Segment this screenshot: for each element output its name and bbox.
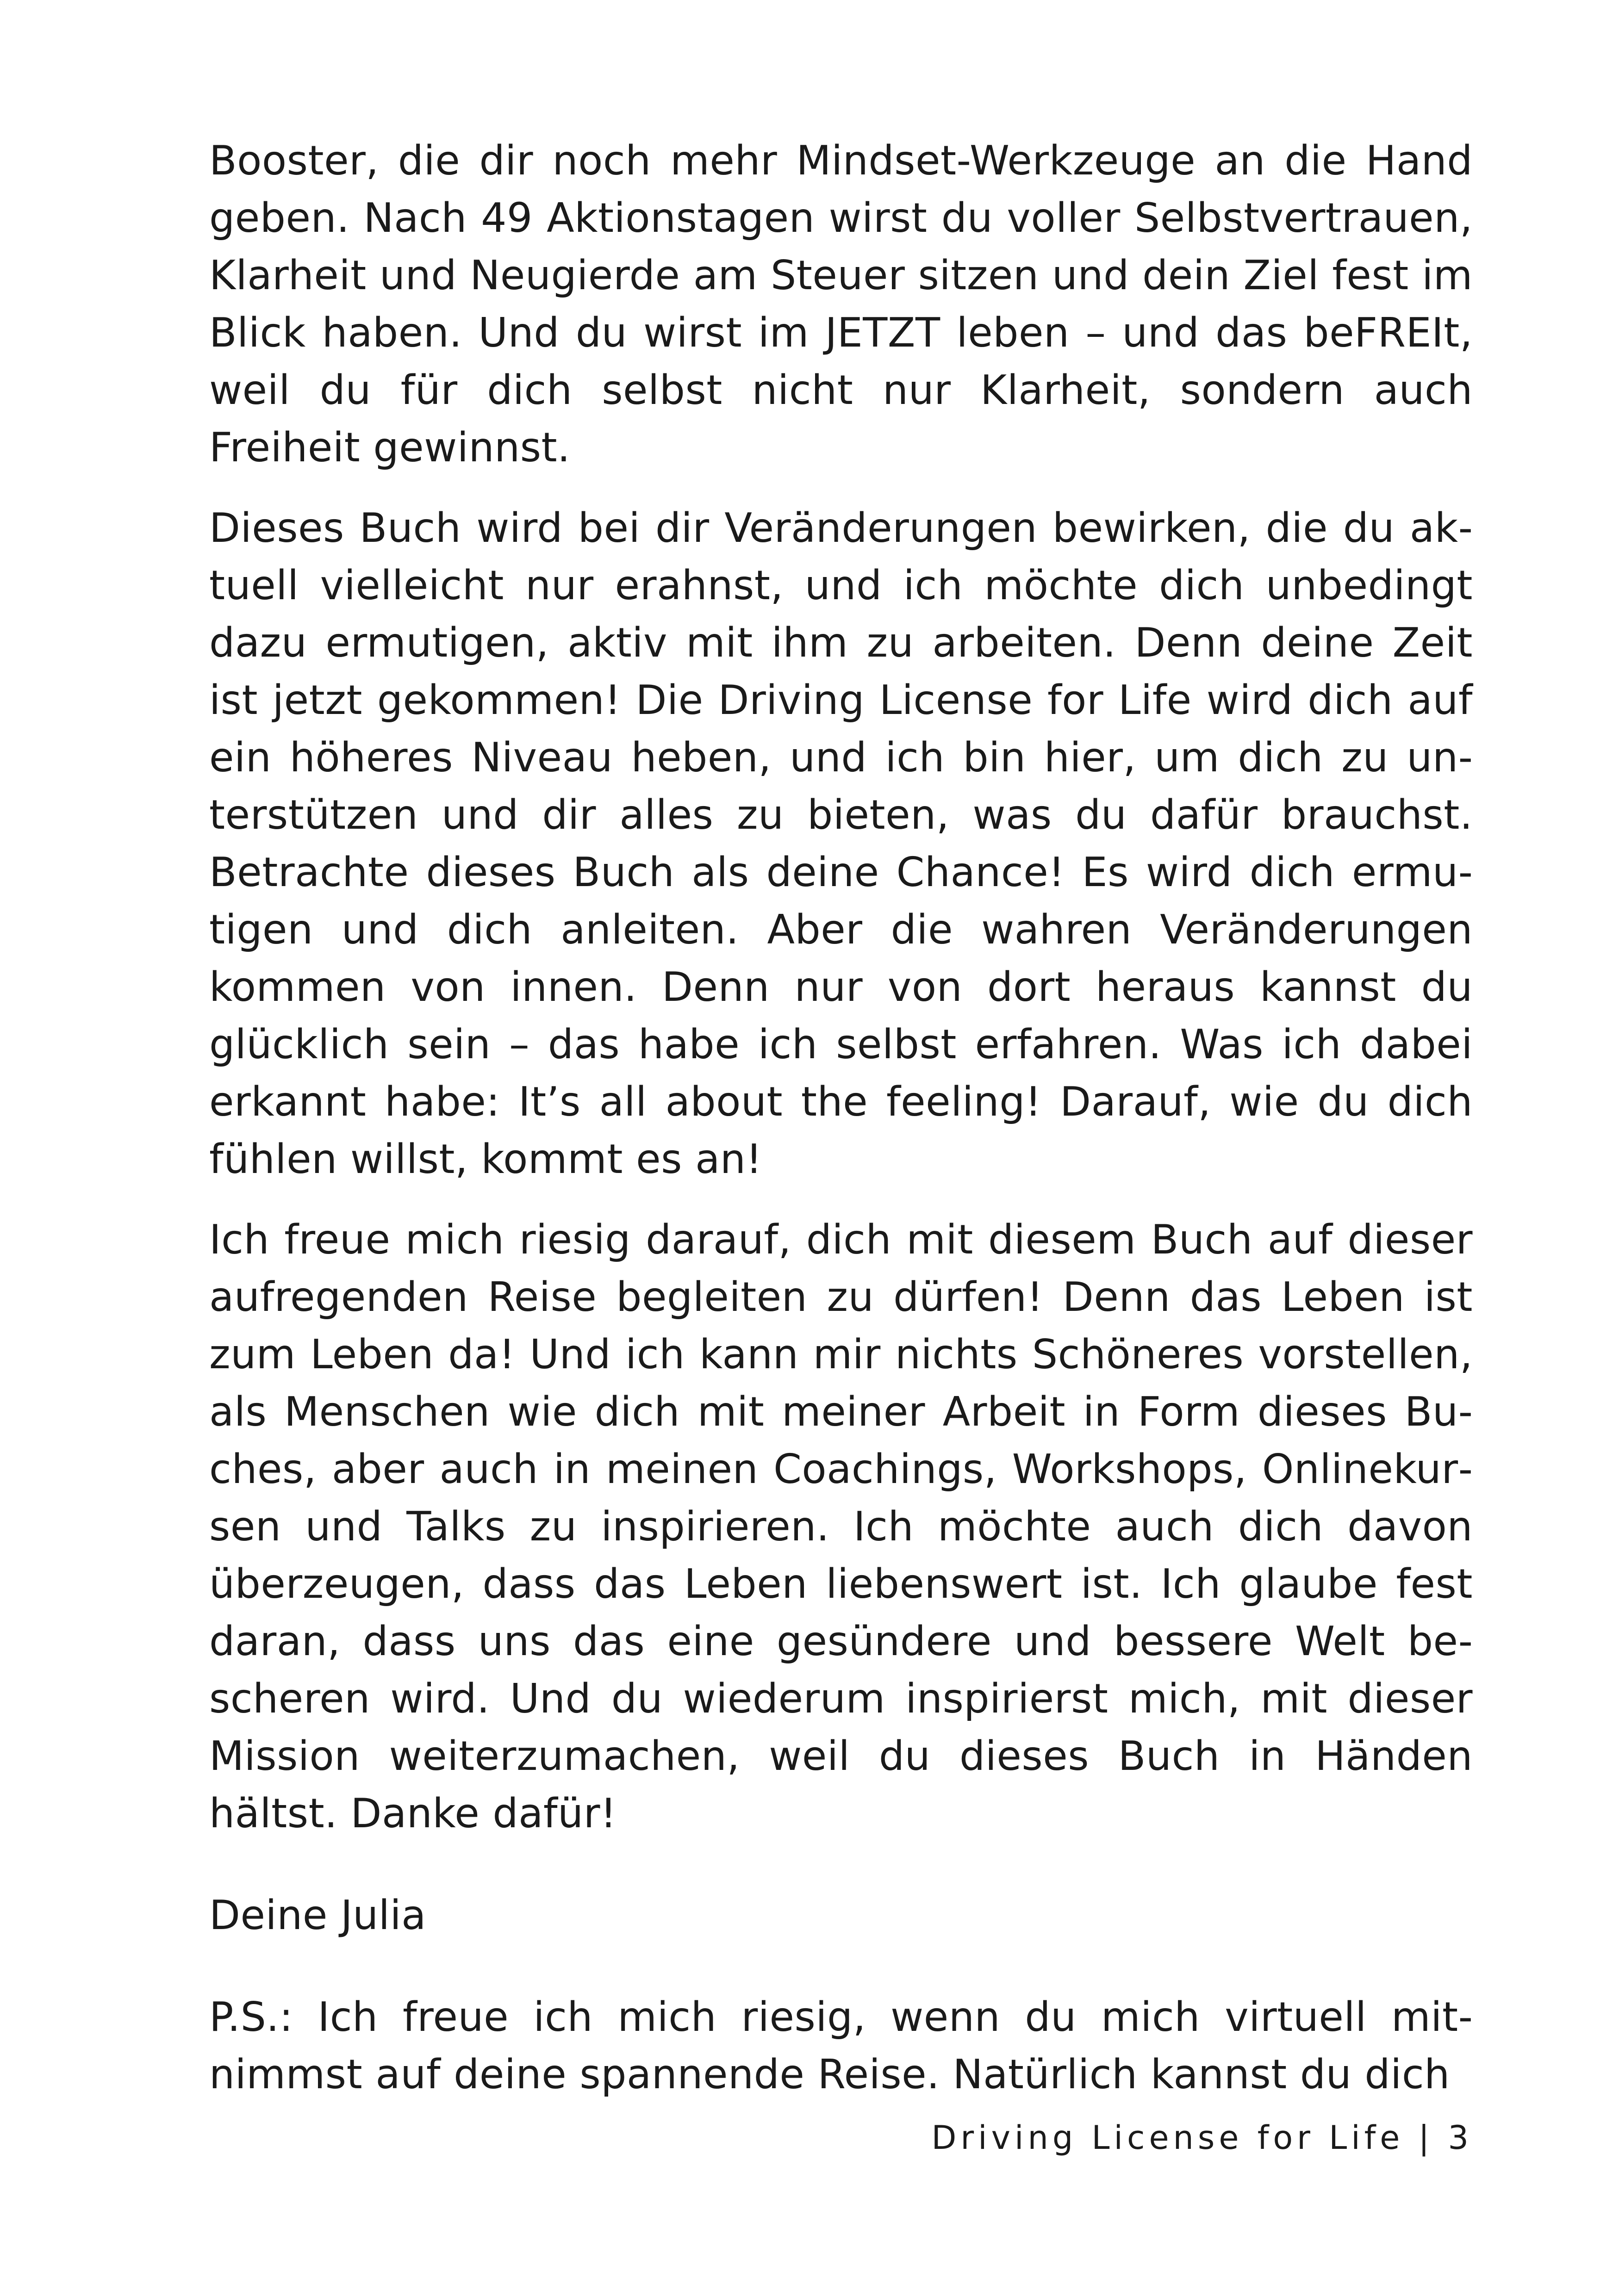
body-text — [209, 132, 1473, 2103]
paragraph-reise: Ich freue mich riesig darauf, dich mit diesem Buch auf dieser aufregenden Reise begleiten zu dürfen! Denn das Leben ist zum Leben da! Und ich kann mir nichts Schöneres vorstellen, als Menschen wie dich mit meiner Arbeit in Form dieses Buches, aber auch in meinen Coachings, Workshops, Onlinekursen und Talks zu inspirieren. Ich möchte auch dich davon überzeugen, dass das Leben liebenswert ist. Ich glaube fest daran, dass uns das eine gesündere und bessere Welt bescheren wird. Und du wiederum inspirierst mich, mit dieser Mission weiterzumachen, weil du dieses Buch in Händen hältst. Danke dafür! — [209, 1216, 1473, 1837]
paragraph-booster: Booster, die dir noch mehr Mindset-Werkzeuge an die Hand geben. Nach 49 Aktionstagen wirst du voller Selbstvertrauen, Klarheit und Neugierde am Steuer sitzen und dein Ziel fest im Blick haben. Und du wirst im JETZT leben – und das beFREIt, weil du für dich selbst nicht nur Klarheit, sondern auch Freiheit gewinnst. — [209, 137, 1473, 471]
page-footer: Driving License for Life | 3 — [931, 2119, 1473, 2157]
paragraph-veraenderungen: Dieses Buch wird bei dir Veränderungen bewirken, die du aktuell vielleicht nur erahnst, und ich möchte dich unbedingt dazu ermutigen, aktiv mit ihm zu arbeiten. Denn deine Zeit ist jetzt gekommen! Die Driving License for Life wird dich auf ein höheres Niveau heben, und ich bin hier, um dich zu unterstützen und dir alles zu bieten, was du dafür brauchst. Betrachte dieses Buch als deine Chance! Es wird dich ermutigen und dich anleiten. Aber die wahren Veränderungen kommen von innen. Denn nur von dort heraus kannst du glücklich sein – das habe ich selbst erfahren. Was ich dabei erkannt habe: It’s all about the feeling! Darauf, wie du dich fühlen willst, kommt es an! — [209, 504, 1473, 1183]
postscript: P.S.: Ich freue ich mich riesig, wenn du mich virtuell mitnimmst auf deine spannende Reise. Natürlich kannst du dich — [209, 1993, 1473, 2098]
signature-line: Deine Julia — [209, 1892, 426, 1939]
